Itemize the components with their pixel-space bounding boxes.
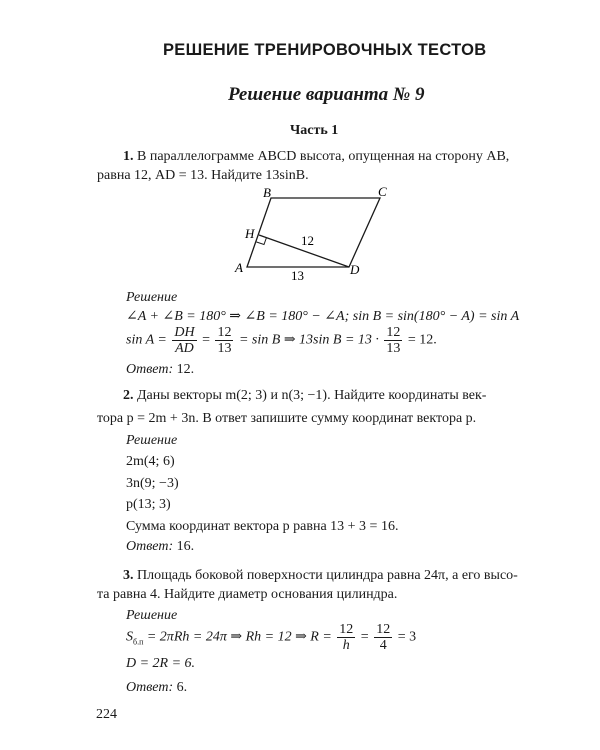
problem3-answer: Ответ: 6. — [126, 680, 188, 695]
problem2-step1: 2m(4; 6) — [126, 454, 175, 469]
label-A: A — [235, 260, 243, 275]
label-D: D — [350, 262, 360, 277]
fraction-12-13-b: $\frac{12}{13}$ — [386, 325, 401, 356]
problem2-solution-label: Решение — [126, 433, 178, 448]
parallelogram-figure — [225, 183, 400, 281]
part-heading: Часть 1 — [290, 123, 339, 138]
problem2-text-line1: Даны векторы m(2; 3) и n(3; −1). Найдите координаты век- — [137, 388, 487, 403]
problem1-solution-label: Решение — [126, 290, 178, 305]
label-B: B — [263, 185, 271, 200]
fraction-dh-ad: $\frac{DH}{AD}$ — [174, 325, 195, 356]
problem2-step3: p(13; 3) — [126, 497, 171, 512]
page-title: РЕШЕНИЕ ТРЕНИРОВОЧНЫХ ТЕСТОВ — [163, 41, 487, 59]
problem1-number: 1. — [123, 149, 134, 164]
problem1-solution-line1: ∠A + ∠B = 180° ⇒ ∠B = 180° − ∠A; sin B = sin(180° − A) = sin A — [126, 309, 520, 324]
problem1-line1 — [123, 147, 509, 167]
problem3-text-line1: Площадь боковой поверхности цилиндра равна 24π, а его высо- — [137, 568, 518, 583]
right-angle-mark — [257, 238, 267, 245]
problem1-answer: Ответ: 12. — [126, 362, 195, 377]
problem3-solution-line2: D = 2R = 6. — [126, 656, 196, 671]
fraction-12-13: $\frac{12}{13}$ — [217, 325, 232, 356]
problem3-text-line2: та равна 4. Найдите диаметр основания цилиндра. — [97, 587, 398, 602]
label-ad-length: 13 — [291, 268, 304, 281]
problem2-text-line2: тора p = 2m + 3n. В ответ запишите сумму координат вектора p. — [97, 411, 477, 426]
page-number: 224 — [96, 707, 117, 722]
problem1-solution-line2: sin A = $\frac{DH}{AD}$ = $\frac{12}{13}$ = sin B ⇒ 13sin B = 13 · $\frac{12}{13}$ = 12. — [126, 325, 437, 356]
fraction-12-4: $\frac{12}{4}$ — [376, 622, 391, 653]
variant-heading: Решение варианта № 9 — [228, 84, 425, 105]
problem1-text-line1: В параллелограмме ABCD высота, опущенная на сторону AB, — [137, 149, 510, 164]
problem2-answer: Ответ: 16. — [126, 539, 195, 554]
problem3-line1 — [123, 566, 518, 586]
problem3-number: 3. — [123, 568, 134, 583]
problem3-solution-line1: $S_{б.п} = 2\pi Rh = 24\pi$ ⇒ Rh = 12 ⇒ R = $\frac{12}{h}$ = $\frac{12}{4}$ = 3 — [126, 622, 417, 653]
problem1-text-line2: равна 12, AD = 13. Найдите 13sinB. — [97, 168, 309, 183]
problem3-solution-label: Решение — [126, 608, 178, 623]
fraction-12-h: $\frac{12}{h}$ — [339, 622, 354, 653]
label-H: H — [245, 226, 255, 241]
problem2-number: 2. — [123, 388, 134, 403]
label-dh-length: 12 — [301, 233, 314, 248]
problem2-line1 — [123, 386, 486, 406]
label-C: C — [378, 184, 387, 199]
problem2-step2: 3n(9; −3) — [126, 476, 179, 491]
problem2-sum-line: Сумма координат вектора p равна 13 + 3 = 16. — [126, 519, 399, 534]
